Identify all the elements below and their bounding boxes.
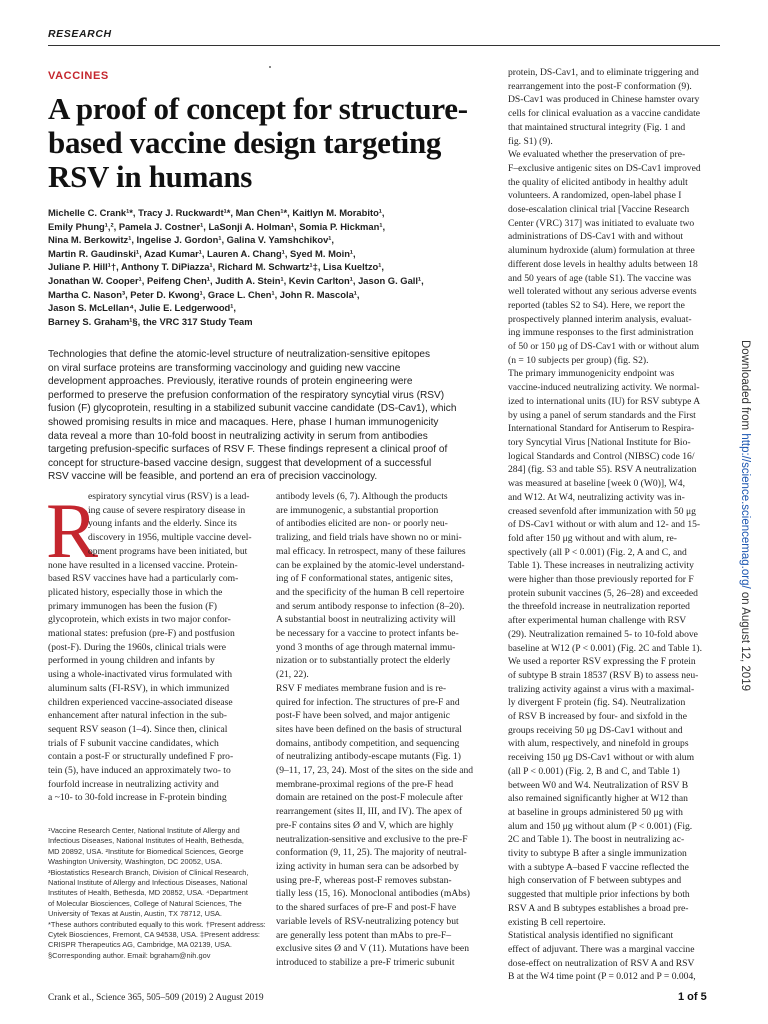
body-text-line: F–exclusive antigenic sites on DS-Cav1 improved: [508, 162, 701, 174]
body-text-line: vaccine-induced neutralizing activity. We normal-: [508, 382, 700, 394]
body-text-line: creased sevenfold after immunization with 50 μg: [508, 505, 696, 517]
body-text-line: groups receiving 50 μg DS-Cav1 without and: [508, 724, 683, 736]
affiliation-line: MD 20892, USA. ²Institute for Biomedical Sciences, George: [48, 846, 244, 856]
author-line: Martin R. Gaudinski¹, Azad Kumar¹, Lauren A. Chang¹, Syed M. Moin¹,: [48, 247, 356, 259]
body-text-line: introduced to stabilize a pre-F trimeric subunit: [276, 956, 455, 968]
author-line: Barney S. Graham¹§, the VRC 317 Study Team: [48, 315, 253, 327]
body-text-line: and serum antibody response to infection (8–20).: [276, 600, 465, 612]
body-text-line: using pre-F, whereas post-F removes substan-: [276, 874, 452, 886]
body-text-line: plicated history, especially those in which the: [48, 586, 223, 598]
body-text-line: with alum, respectively, and ninefold in groups: [508, 738, 689, 750]
body-text-line: izing activity in human sera can be adsorbed by: [276, 860, 459, 872]
abstract-line: performed to preserve the prefusion conformation of the respiratory syncytial virus (RSV): [48, 389, 445, 401]
body-text-line: tralizing, and field trials have shown no or mini-: [276, 532, 462, 544]
body-text-line: B at the W4 time point (P = 0.012 and P = 0.004,: [508, 971, 696, 983]
body-text-line: of DS-Cav1 without or with alum and 12- and 15-: [508, 519, 701, 531]
body-text-line: fourfold increase in neutralizing activity and: [48, 778, 219, 790]
body-text-line: ized to international units (IU) for RSV subtype A: [508, 395, 701, 407]
body-text-line: with a subtype A–based F vaccine reflected the: [508, 861, 689, 873]
body-text-line: dose-escalation clinical trial [Vaccine Research: [508, 204, 690, 216]
header-rule: [48, 45, 720, 46]
body-text-line: ing immune responses to the first administration: [508, 327, 694, 339]
affiliation-line: ³Biostatistics Research Branch, Division of Clinical Research,: [48, 867, 249, 877]
body-text-line: tory Syncytial Virus [National Institute for Bio-: [508, 436, 691, 448]
body-text-line: be necessary for a vaccine to protect infants be-: [276, 628, 459, 640]
body-text-line: DS-Cav1 was produced in Chinese hamster ovary: [508, 94, 700, 106]
body-text-line: contain a post-F or structurally undefined F pro-: [48, 751, 234, 763]
body-column-1: [46, 487, 264, 805]
download-notice: [738, 340, 752, 860]
abstract-line: data reveal a more than 10-fold boost in neutralizing activity in serum from antibodies: [48, 430, 428, 442]
body-text-line: International Standard for Antiserum to Respira-: [508, 423, 695, 435]
abstract-line: concept for structure-based vaccine design, suggest that development of a successful: [48, 457, 432, 469]
body-text-line: the quality of elicited antibody in healthy adult: [508, 176, 688, 188]
body-text-line: volunteers. A randomized, open-label phase I: [508, 190, 682, 202]
body-text-line: tivity to subtype B after a single immunization: [508, 848, 687, 860]
body-text-line: of RSV B increased by four- and sixfold in the: [508, 711, 687, 723]
abstract-line: Technologies that define the atomic-level structure of neutralization-sensitive epitopes: [48, 349, 431, 360]
author-line: Michelle C. Crank¹*, Tracy J. Ruckwardt¹*, Man Chen¹*, Kaitlyn M. Morabito¹,: [48, 207, 385, 218]
body-text-line: using a whole-inactivated virus formulated with: [48, 669, 233, 681]
body-text-line: sequent RSV season (1–4). Since then, clinical: [48, 723, 228, 735]
body-text-line: Center (VRC) 317] was initiated to evaluate two: [508, 217, 695, 229]
body-text-line: conformation (9, 11, 25). The majority of neutral-: [276, 847, 467, 859]
body-text-line: by using a panel of serum standards and the First: [508, 409, 696, 421]
body-text-line: (n = 10 subjects per group) (fig. S2).: [508, 354, 649, 366]
stray-mark: [269, 66, 271, 68]
body-text-line: to the shared surfaces of pre-F and post-F have: [276, 902, 457, 914]
body-text-line: performed in young children and infants by: [48, 655, 215, 667]
body-text-line: a ~10- to 30-fold increase in F-protein binding: [48, 792, 227, 804]
author-line: Emily Phung¹,², Pamela J. Costner¹, LaSonji A. Holman¹, Somia P. Hickman¹,: [48, 220, 386, 232]
body-text-line: mational states: prefusion (pre-F) and postfusion: [48, 628, 235, 640]
body-text-line: neutralization-sensitive and exclusive to the pre-F: [276, 833, 468, 845]
affiliation-line: of Molecular Biosciences, College of Natural Sciences, The: [48, 898, 242, 908]
body-text-line: post-F have been solved, and major antigenic: [276, 710, 450, 722]
body-text-line: of 50 or 150 μg of DS-Cav1 with or without alum: [508, 341, 700, 353]
body-text-line: existing B cell repertoire.: [508, 916, 606, 928]
body-text-line: trials of F subunit vaccine candidates, which: [48, 737, 219, 749]
body-text-line: of antibodies elicited are non- or poorly neu-: [276, 518, 448, 530]
affiliation-line: CRISPR Therapeutics AG, Cambridge, MA 02139, USA.: [48, 940, 232, 950]
body-text-line: effect of adjuvant. There was a marginal vaccine: [508, 944, 695, 955]
body-text-line: spectively (all P < 0.001) (Fig. 2, A and C, and: [508, 546, 687, 558]
body-text-line: are generally less potent than mAbs to pre-F–: [276, 929, 452, 941]
body-text-line: young infants and the elderly. Since its: [88, 518, 237, 530]
author-line: Jonathan W. Cooper¹, Peifeng Chen¹, Judith A. Stein¹, Kevin Carlton¹, Jason G. Gall¹,: [48, 274, 424, 286]
body-text-line: (29). Neutralization remained 5- to 10-fold above: [508, 628, 698, 640]
body-text-line: suggested that multiple prior infections by both: [508, 889, 690, 901]
body-text-line: We used a reporter RSV expressing the F protein: [508, 656, 696, 668]
body-text-line: between W0 and W4. Neutralization of RSV B: [508, 779, 689, 791]
body-text-line: RSV A and B subtypes establishes a broad pre-: [508, 902, 689, 914]
body-text-line: aluminum salts (FI-RSV), in which immunized: [48, 682, 230, 694]
body-text-line: reported (tables S2 to S4). Here, we report the: [508, 299, 685, 311]
body-text-line: fig. S1) (9).: [508, 135, 553, 147]
affiliation-line: *These authors contributed equally to this work. †Present address:: [48, 919, 266, 929]
affiliation-line: Washington University, Washington, DC 20052, USA.: [48, 857, 223, 867]
body-text-line: enhancement after natural infection in the sub-: [48, 710, 228, 722]
body-text-line: ing cause of severe respiratory disease in: [88, 504, 246, 516]
body-text-line: aluminum hydroxide (alum) formulation at three: [508, 245, 695, 257]
body-text-line: children experienced vaccine-associated disease: [48, 696, 233, 708]
body-text-line: of neutralizing antibody-escape mutants (Fig. 1): [276, 751, 461, 763]
body-text-line: opment programs have been initiated, but: [88, 545, 248, 557]
body-text-line: espiratory syncytial virus (RSV) is a lead-: [88, 491, 250, 502]
drop-cap: R: [46, 487, 99, 574]
body-text-line: (9–11, 17, 23, 24). Most of the sites on the side and: [276, 765, 474, 777]
body-text-line: receiving 150 μg DS-Cav1 without or with alum: [508, 752, 695, 764]
body-text-line: The primary immunogenicity endpoint was: [508, 368, 675, 380]
body-text-line: yond 3 months of age through maternal immu-: [276, 641, 456, 653]
article-title: A proof of concept for structure-based vaccine design targeting RSV in humans: [48, 91, 468, 194]
body-text-line: domain are retained on the post-F molecule after: [276, 792, 463, 804]
body-text-line: pre-F contains sites Ø and V, which are highly: [276, 819, 454, 831]
body-text-line: high conservation of F between subtypes and: [508, 875, 682, 887]
author-list: [48, 206, 488, 328]
author-line: Nina M. Berkowitz¹, Ingelise J. Gordon¹, Galina V. Yamshchikov¹,: [48, 234, 335, 246]
body-text-line: discovery in 1956, multiple vaccine devel-: [88, 532, 252, 544]
body-text-line: were higher than those previously reported for F: [508, 574, 694, 586]
body-text-line: can be explained by the atomic-level understand-: [276, 559, 465, 571]
body-text-line: that maintained structural integrity (Fig. 1 and: [508, 121, 686, 133]
body-text-line: at baseline in groups administered 50 μg with: [508, 806, 683, 818]
body-text-line: nization or to substantially protect the elderly: [276, 655, 451, 667]
abstract-line: showed promising results in mice and macaques. Here, phase I human immunogenicity: [48, 416, 439, 428]
affiliation-line: Infectious Diseases, National Institutes of Health, Bethesda,: [48, 836, 244, 846]
abstract-line: targeting prefusion-specific surfaces of RSV F. These findings represent a clinical proof of: [48, 444, 448, 456]
download-link[interactable]: http://science.sciencemag.org/: [739, 433, 751, 589]
body-text-line: protein subunit vaccines (5, 26–28) and exceeded: [508, 587, 698, 599]
body-text-line: well tolerated without any serious adverse events: [508, 286, 697, 298]
author-line: Juliane P. Hill¹†, Anthony T. DiPiazza¹, Richard M. Schwartz¹‡, Lisa Kueltzo¹,: [48, 261, 384, 273]
body-text-line: glycoprotein, which exists in two major confor-: [48, 614, 231, 626]
body-text-line: dose-effect on neutralization of RSV A and RSV: [508, 957, 695, 969]
running-header: RESEARCH: [48, 28, 112, 40]
body-text-line: primary immunogen has been the fusion (F): [48, 600, 217, 612]
download-suffix: on August 12, 2019: [739, 588, 751, 691]
body-text-line: 284] (fig. S3 and table S5). RSV A neutralization: [508, 464, 697, 476]
abstract-line: development approaches. Previously, iterative rounds of protein engineering were: [48, 376, 413, 388]
affiliation-line: University of Texas at Austin, Austin, TX 78712, USA.: [48, 909, 222, 919]
body-text-line: A substantial boost in neutralizing activity will: [276, 614, 456, 626]
body-text-line: tralizing activity against a virus with a maximal-: [508, 683, 695, 695]
affiliation-line: Institutes of Health, Bethesda, MD 20852, USA. ⁴Department: [48, 888, 248, 898]
body-text-line: sites have been defined on the basis of structural: [276, 723, 462, 735]
body-text-line: the threefold increase in neutralization reported: [508, 601, 690, 613]
author-line: Jason S. McLellan⁴, Julie E. Ledgerwood¹,: [48, 302, 237, 314]
body-text-line: tially less (15, 16). Monoclonal antibodies (mAbs): [276, 888, 470, 900]
body-text-line: mal efficacy. In retrospect, many of these failures: [276, 545, 466, 557]
body-text-line: based RSV vaccines have had a particularly com-: [48, 573, 239, 585]
body-text-line: and the specificity of the human B cell repertoire: [276, 586, 465, 598]
body-text-line: rearrangement (sites II, III, and IV). The apex of: [276, 806, 463, 818]
body-text-line: tein (5), have induced an approximately two- to: [48, 765, 231, 777]
body-text-line: none have resulted in a licensed vaccine. Protein-: [48, 559, 238, 571]
section-label: VACCINES: [48, 70, 109, 82]
body-text-line: exclusive sites Ø and V (11). Mutations have been: [276, 943, 469, 955]
affiliation-line: ¹Vaccine Research Center, National Institute of Allergy and: [48, 826, 240, 835]
affiliation-line: National Institute of Allergy and Infectious Diseases, National: [48, 878, 248, 888]
abstract-line: RSV vaccine will be feasible, and portend an era of precision vaccinology.: [48, 471, 378, 483]
body-text-line: ly divergent F protein (fig. S4). Neutralization: [508, 697, 686, 709]
body-text-line: prospectively planned interim analysis, evaluat-: [508, 313, 692, 325]
body-text-line: (post-F). During the 1960s, clinical trials were: [48, 641, 226, 653]
body-text-line: different dose levels in healthy adults between 18: [508, 258, 698, 270]
abstract: [48, 348, 490, 484]
body-text-line: are immunogenic, a substantial proportion: [276, 504, 439, 516]
body-text-line: membrane-proximal regions of the pre-F head: [276, 778, 454, 790]
body-text-line: (all P < 0.001) (Fig. 2, B and C, and Table 1): [508, 765, 680, 777]
body-text-line: also remained significantly higher at W12 than: [508, 793, 688, 805]
body-text-line: rearrangement into the post-F conformation (9).: [508, 80, 692, 92]
body-text-line: was measured at baseline [week 0 (W0)], W4,: [508, 478, 685, 490]
body-text-line: administrations of DS-Cav1 with and without: [508, 231, 684, 243]
abstract-line: fusion (F) glycoprotein, resulting in a stabilized subunit vaccine candidate (DS-Cav1), which: [48, 403, 457, 415]
body-text-line: variable levels of RSV-neutralizing potency but: [276, 915, 459, 927]
body-text-line: Statistical analysis identified no significant: [508, 930, 674, 942]
affiliations: [48, 826, 266, 961]
body-text-line: after experimental human challenge with RSV: [508, 615, 687, 627]
body-text-line: RSV F mediates membrane fusion and is re-: [276, 682, 447, 694]
page-number: 1 of 5: [678, 991, 707, 1003]
footer-citation: Crank et al., Science 365, 505–509 (2019) 2 August 2019: [48, 993, 264, 1003]
author-line: Martha C. Nason³, Peter D. Kwong¹, Grace L. Chen¹, John R. Mascola¹,: [48, 288, 360, 300]
body-text-line: 2C and Table 1). The boost in neutralizing ac-: [508, 834, 685, 846]
body-text-line: and 50 years of age (table S1). The vaccine was: [508, 272, 692, 284]
body-text-line: of subtype B strain 18537 (RSV B) to assess neu-: [508, 669, 699, 681]
body-column-2: [276, 490, 492, 970]
body-text-line: domains, antibody competition, and sequencing: [276, 737, 460, 749]
body-text-line: quired for infection. The structures of pre-F and: [276, 696, 460, 708]
body-text-line: alum and 150 μg without alum (P < 0.001) (Fig.: [508, 820, 693, 832]
download-prefix: Downloaded from: [739, 340, 751, 434]
body-text-line: protein, DS-Cav1, and to eliminate triggering and: [508, 67, 699, 78]
body-text-line: antibody levels (6, 7). Although the products: [276, 491, 448, 502]
body-text-line: ing of F conformational states, antigenic sites,: [276, 573, 453, 585]
body-text-line: fold after 150 μg without and with alum, re-: [508, 532, 677, 544]
body-text-line: and W12. At W4, neutralizing activity was in-: [508, 491, 685, 503]
abstract-line: on viral surface proteins are transforming vaccinology and guiding new vaccine: [48, 362, 401, 374]
body-text-line: We evaluated whether the preservation of pre-: [508, 149, 686, 161]
body-text-line: Table 1). These increases in neutralizing activity: [508, 560, 694, 572]
body-text-line: (21, 22).: [276, 669, 309, 681]
affiliation-line: §Corresponding author. Email: bgraham@nih.gov: [48, 950, 211, 960]
affiliation-line: Cytek Biosciences, Fremont, CA 94538, USA. ‡Present address:: [48, 930, 260, 940]
body-text-line: cells for clinical evaluation as a vaccine candidate: [508, 108, 701, 120]
body-text-line: logical Standards and Control (NIBSC) code 16/: [508, 450, 695, 462]
body-text-line: baseline at W12 (P < 0.001) (Fig. 2C and Table 1).: [508, 642, 703, 654]
body-column-3: [508, 66, 724, 984]
